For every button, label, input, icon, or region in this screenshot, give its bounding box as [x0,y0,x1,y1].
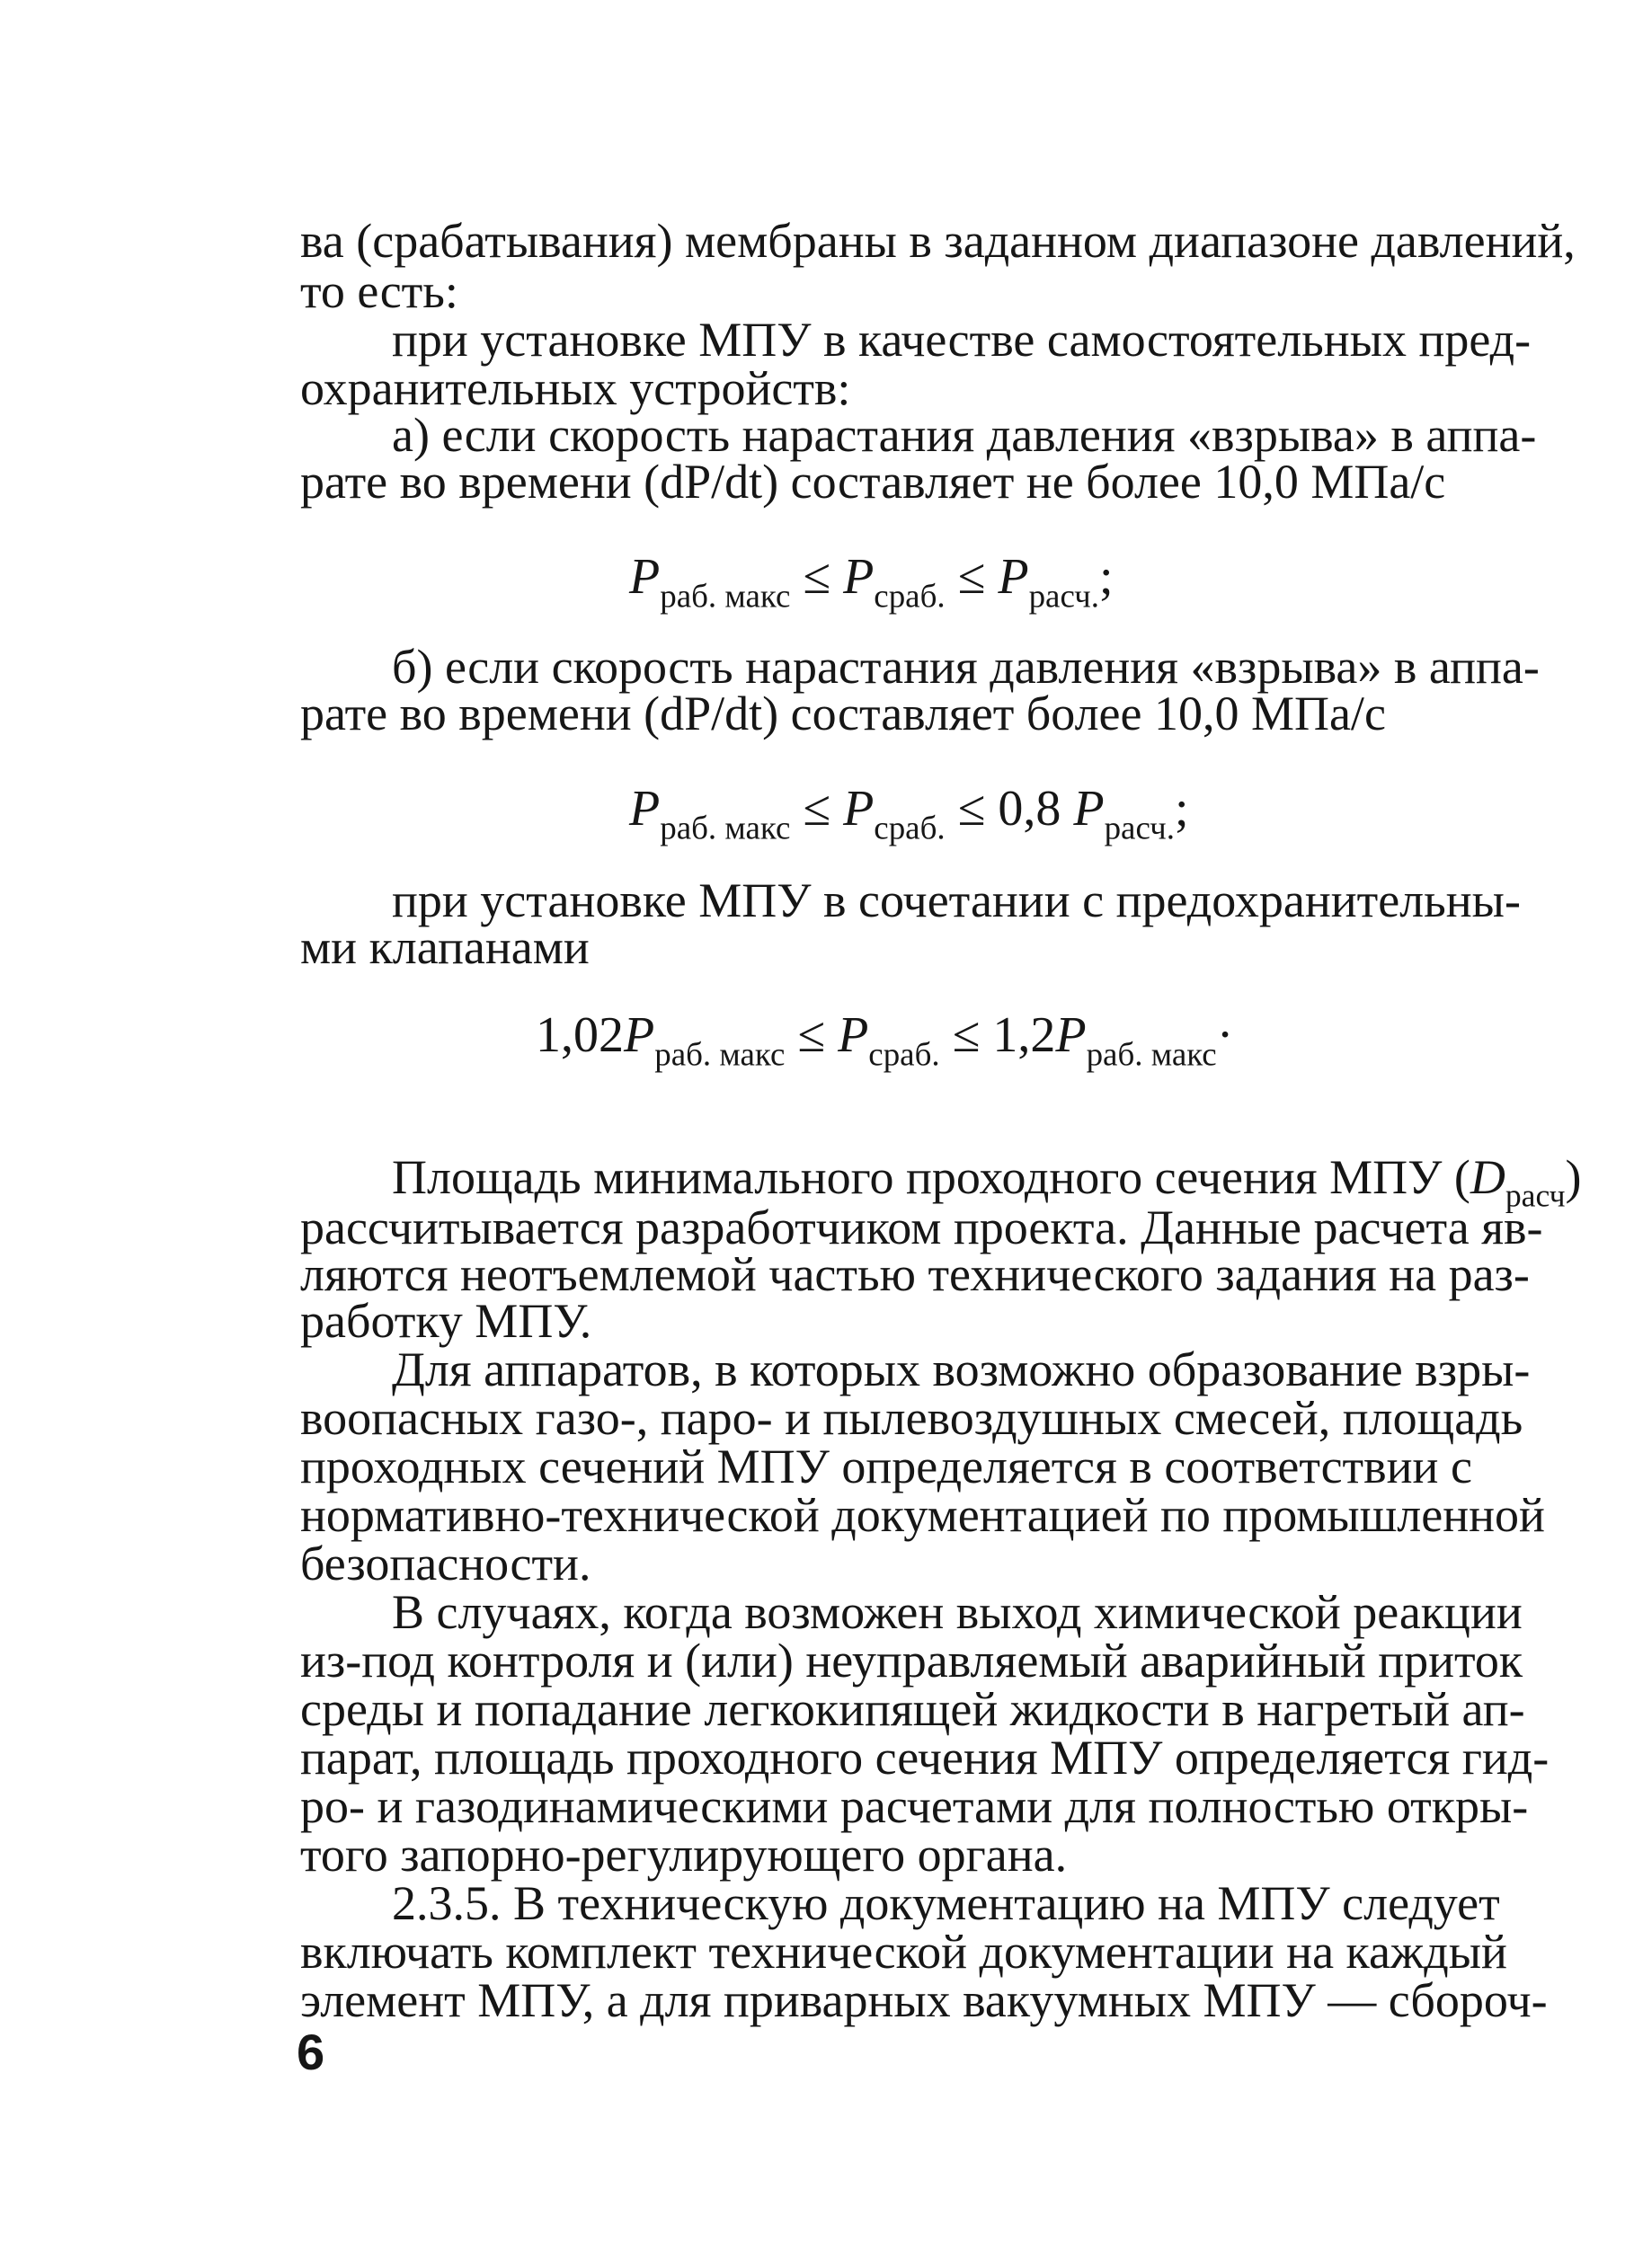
text-line: включать комплект технической документации на каждый [300,1925,1507,1979]
text-line: элемент МПУ, а для приварных вакуумных МПУ — сбороч- [300,1973,1548,2027]
text-line: из-под контроля и (или) неуправляемый аварийный приток [300,1634,1523,1688]
text-line: рассчитывается разработчиком проекта. Данные расчета яв- [300,1200,1543,1254]
formula-1: $P_{раб. макс} \le P_{сраб.} \le P_{расч.}$; [629,549,1114,615]
text-line: Для аппаратов, в которых возможно образование взры- [392,1342,1531,1396]
formula-2: $P_{раб. макс} \le P_{сраб.} \le 0,8$ $P_{расч.}$; [629,781,1189,846]
formula-3: $1,02P_{раб. макс} \le P_{сраб.} \le 1,2P_{раб. макс}\cdot$ [536,1007,1234,1073]
text-line: среды и попадание легкокипящей жидкости в нагретый ап- [300,1682,1525,1736]
text-line: 2.3.5. В техническую документацию на МПУ следует [392,1876,1500,1930]
text-line: парат, площадь проходного сечения МПУ определяется гид- [300,1731,1550,1785]
text-line: ми клапанами [300,920,590,974]
page-number: 6 [297,2024,325,2080]
text-line: того запорно-регулирующего органа. [300,1828,1068,1882]
text-line: воопасных газо-, паро- и пылевоздушных смесей, площадь [300,1391,1523,1445]
text-line: ва (срабатывания) мембраны в заданном диапазоне давлений, [300,214,1576,268]
text-line: безопасности. [300,1537,591,1590]
text-line: б) если скорость нарастания давления «взрыва» в аппа- [392,640,1540,694]
text-line: Площадь минимального проходного сечения МПУ $(D_{расч})$ [392,1150,1582,1214]
text-line: при установке МПУ в сочетании с предохранительны- [392,873,1521,927]
text-line: то есть: [300,264,458,318]
text-line: ро- и газодинамическими расчетами для полностью откры- [300,1779,1529,1833]
text-line: нормативно-технической документацией по промышленной [300,1488,1545,1542]
text-line: при установке МПУ в качестве самостоятельных пред- [392,313,1532,367]
text-line: проходных сечений МПУ определяется в соответствии с [300,1440,1472,1493]
text-line: охранительных устройств: [300,361,851,415]
text-line: В случаях, когда возможен выход химической реакции [392,1585,1523,1639]
text-line: рате во времени (dP/dt) составляет не более 10,0 МПа/с [300,455,1446,509]
text-line: работку МПУ. [300,1294,592,1348]
text-line: рате во времени (dP/dt) составляет более 10,0 МПа/с [300,687,1386,740]
text-line: ляются неотъемлемой частью технического задания на раз- [300,1247,1530,1301]
text-line: а) если скорость нарастания давления «взрыва» в аппа- [392,408,1537,462]
